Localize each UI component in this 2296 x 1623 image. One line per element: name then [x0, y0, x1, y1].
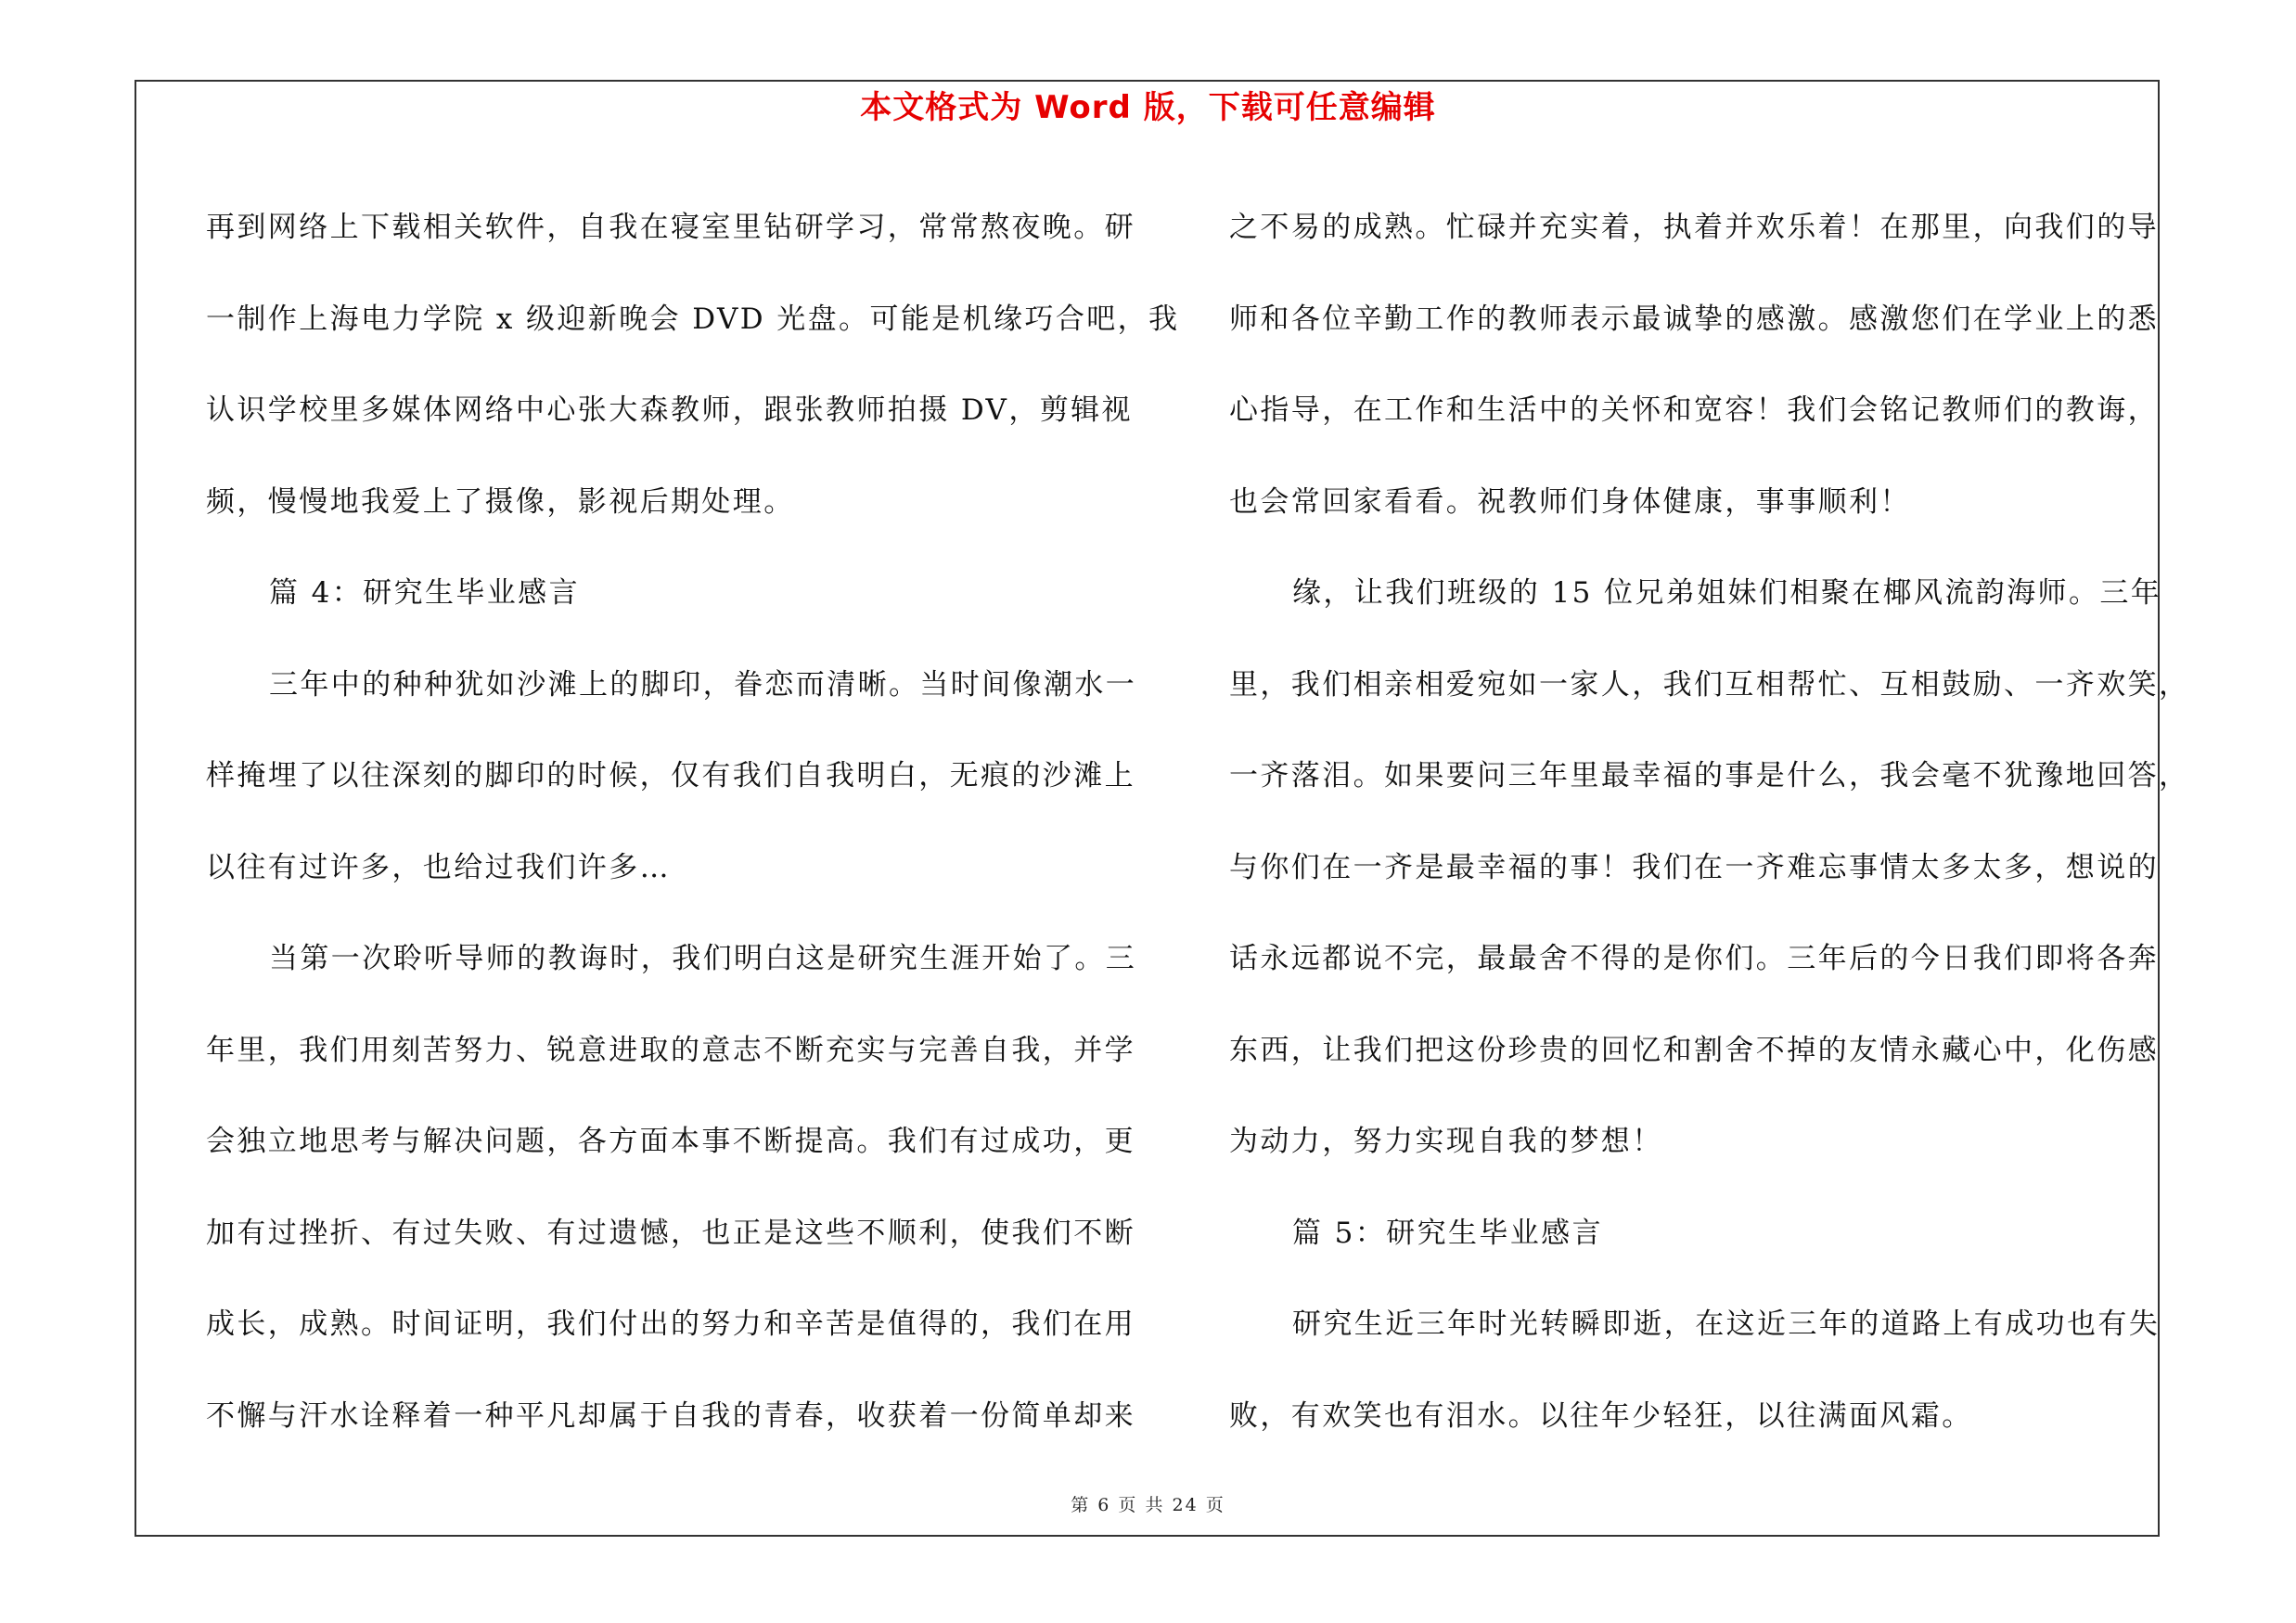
page-number-footer: 第 6 页 共 24 页: [1071, 1495, 1225, 1515]
text-line: 一制作上海电力学院 x 级迎新晚会 DVD 光盘。可能是机缘巧合吧，我: [206, 302, 1180, 336]
text-line: 里，我们相亲相爱宛如一家人，我们互相帮忙、互相鼓励、一齐欢笑，: [1229, 667, 2190, 702]
text-line: 频，慢慢地我爱上了摄像，影视后期处理。: [206, 484, 795, 519]
text-line: 败，有欢笑也有泪水。以往年少轻狂，以往满面风霜。: [1229, 1398, 1973, 1433]
text-line: 研究生近三年时光转瞬即逝，在这近三年的道路上有成功也有失: [1292, 1307, 2161, 1341]
format-notice-header: 本文格式为 Word 版，下载可任意编辑: [860, 89, 1436, 126]
section-heading: 篇 4：研究生毕业感言: [269, 576, 580, 610]
text-line: 东西，让我们把这份珍贵的回忆和割舍不掉的友情永藏心中，化伤感: [1229, 1033, 2159, 1067]
text-line: 缘，让我们班级的 15 位兄弟姐妹们相聚在椰风流韵海师。三年: [1292, 576, 2162, 610]
text-line: 心指导，在工作和生活中的关怀和宽容！我们会铭记教师们的教诲，: [1229, 393, 2159, 427]
text-line: 也会常回家看看。祝教师们身体健康，事事顺利！: [1229, 484, 1911, 519]
text-line: 样掩埋了以往深刻的脚印的时候，仅有我们自我明白，无痕的沙滩上: [206, 759, 1135, 792]
text-line: 为动力，努力实现自我的梦想！: [1229, 1125, 1663, 1158]
text-line: 之不易的成熟。忙碌并充实着，执着并欢乐着！在那里，向我们的导: [1229, 211, 2159, 244]
section-heading: 篇 5：研究生毕业感言: [1292, 1216, 1603, 1250]
text-line: 再到网络上下载相关软件，自我在寝室里钻研学习，常常熬夜晚。研: [206, 211, 1135, 244]
text-line: 年里，我们用刻苦努力、锐意进取的意志不断充实与完善自我，并学: [206, 1033, 1135, 1067]
text-line: 成长，成熟。时间证明，我们付出的努力和辛苦是值得的，我们在用: [206, 1307, 1135, 1341]
text-line: 不懈与汗水诠释着一种平凡却属于自我的青春，收获着一份简单却来: [206, 1398, 1135, 1433]
text-line: 与你们在一齐是最幸福的事！我们在一齐难忘事情太多太多，想说的: [1229, 850, 2159, 884]
text-line: 一齐落泪。如果要问三年里最幸福的事是什么，我会毫不犹豫地回答，: [1229, 759, 2190, 792]
text-line: 话永远都说不完，最最舍不得的是你们。三年后的今日我们即将各奔: [1229, 942, 2159, 975]
text-line: 师和各位辛勤工作的教师表示最诚挚的感激。感激您们在学业上的悉: [1229, 302, 2159, 336]
text-line: 认识学校里多媒体网络中心张大森教师，跟张教师拍摄 DV，剪辑视: [206, 393, 1133, 427]
text-line: 当第一次聆听导师的教诲时，我们明白这是研究生涯开始了。三: [269, 942, 1137, 975]
right-text-column: [1229, 182, 2190, 1462]
text-line: 加有过挫折、有过失败、有过遗憾，也正是这些不顺利，使我们不断: [206, 1216, 1135, 1250]
left-text-column: [206, 182, 1180, 1462]
text-line: 会独立地思考与解决问题，各方面本事不断提高。我们有过成功，更: [206, 1125, 1135, 1158]
text-line: 三年中的种种犹如沙滩上的脚印，眷恋而清晰。当时间像潮水一: [269, 667, 1137, 702]
text-line: 以往有过许多，也给过我们许多…: [206, 850, 671, 884]
